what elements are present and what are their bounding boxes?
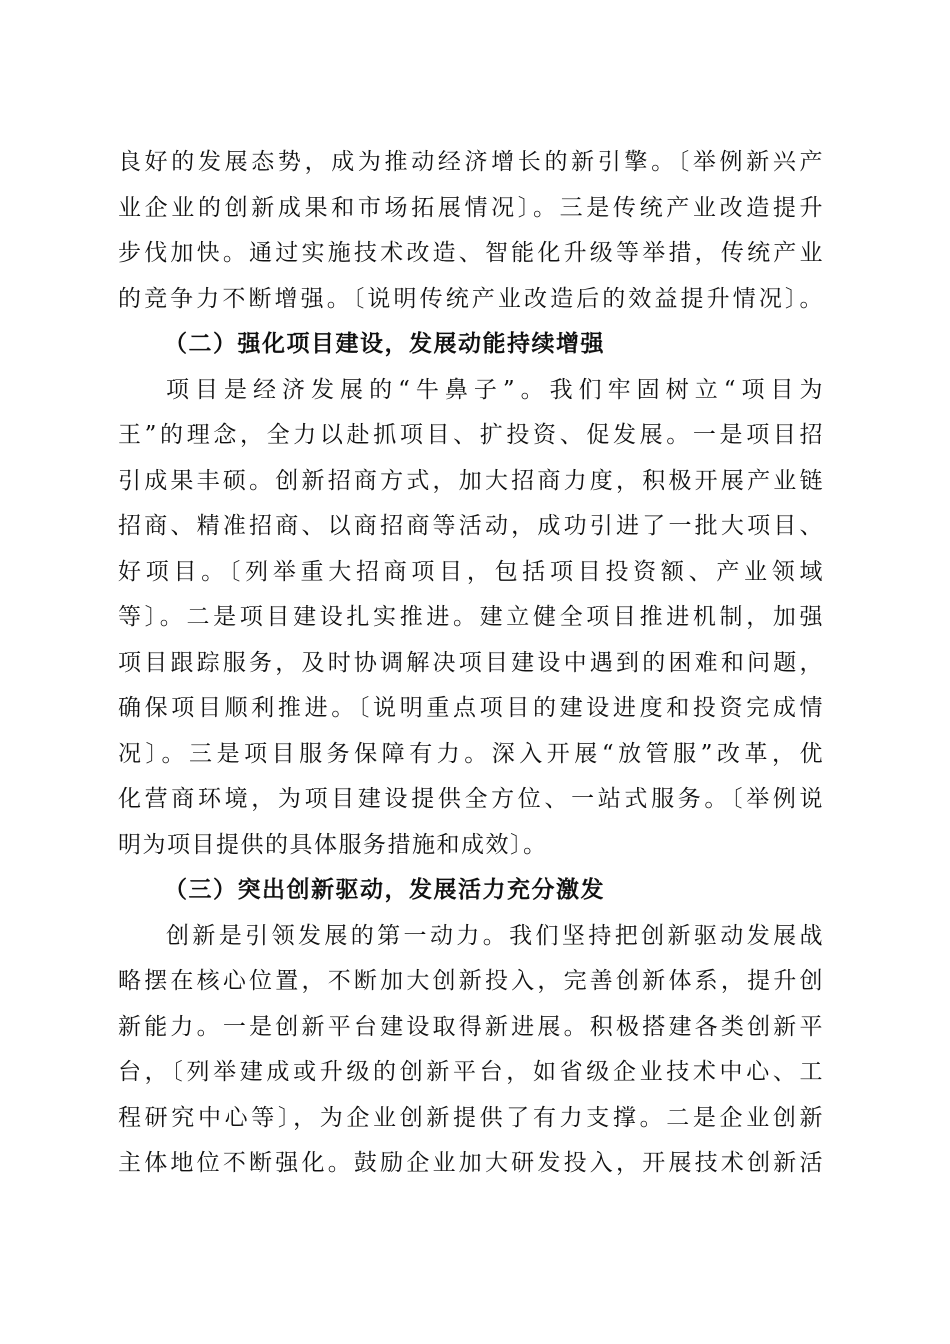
paragraph-line: 业企业的创新成果和市场拓展情况〕。三是传统产业改造提升 <box>118 194 824 221</box>
paragraph-line: 创新是引领发展的第一动力。我们坚持把创新驱动发展战 <box>166 922 824 949</box>
paragraph-line: 王”的理念，全力以赴抓项目、扩投资、促发展。一是项目招 <box>118 422 824 448</box>
paragraph-line: 化营商环境，为项目建设提供全方位、一站式服务。〔举例说 <box>118 786 824 812</box>
paragraph-line: 良好的发展态势，成为推动经济增长的新引擎。〔举例新兴产 <box>118 149 824 175</box>
paragraph-line: 引成果丰硕。创新招商方式，加大招商力度，积极开展产业链 <box>118 467 824 494</box>
paragraph-line: 的竞争力不断增强。〔说明传统产业改造后的效益提升情况〕。 <box>118 285 824 312</box>
section-heading-2: （二）强化项目建设，发展动能持续增强 <box>164 331 605 357</box>
paragraph-line: 新能力。一是创新平台建设取得新进展。积极搭建各类创新平 <box>118 1013 824 1040</box>
paragraph-line: 等〕。二是项目建设扎实推进。建立健全项目推进机制，加强 <box>118 604 824 630</box>
paragraph-line: 项目是经济发展的“牛鼻子”。我们牢固树立“项目为 <box>166 376 824 403</box>
paragraph-line: 台，〔列举建成或升级的创新平台，如省级企业技术中心、工 <box>118 1059 824 1085</box>
paragraph-line: 略摆在核心位置，不断加大创新投入，完善创新体系，提升创 <box>118 968 824 994</box>
document-body <box>118 140 824 1187</box>
paragraph-line: 程研究中心等〕，为企业创新提供了有力支撑。二是企业创新 <box>118 1104 824 1131</box>
paragraph-line: 况〕。三是项目服务保障有力。深入开展“放管服”改革，优 <box>118 740 824 767</box>
paragraph-line: 主体地位不断强化。鼓励企业加大研发投入，开展技术创新活 <box>118 1150 824 1176</box>
paragraph-line: 项目跟踪服务，及时协调解决项目建设中遇到的困难和问题， <box>118 649 824 676</box>
paragraph-line: 确保项目顺利推进。〔说明重点项目的建设进度和投资完成情 <box>118 695 824 721</box>
paragraph-line: 好项目。〔列举重大招商项目，包括项目投资额、产业领域 <box>118 558 824 585</box>
paragraph-line: 招商、精准招商、以商招商等活动，成功引进了一批大项目、 <box>118 513 824 539</box>
section-heading-3: （三）突出创新驱动，发展活力充分激发 <box>164 877 605 903</box>
paragraph-line: 步伐加快。通过实施技术改造、智能化升级等举措，传统产业 <box>118 240 824 266</box>
paragraph-line: 明为项目提供的具体服务措施和成效〕。 <box>118 831 548 858</box>
